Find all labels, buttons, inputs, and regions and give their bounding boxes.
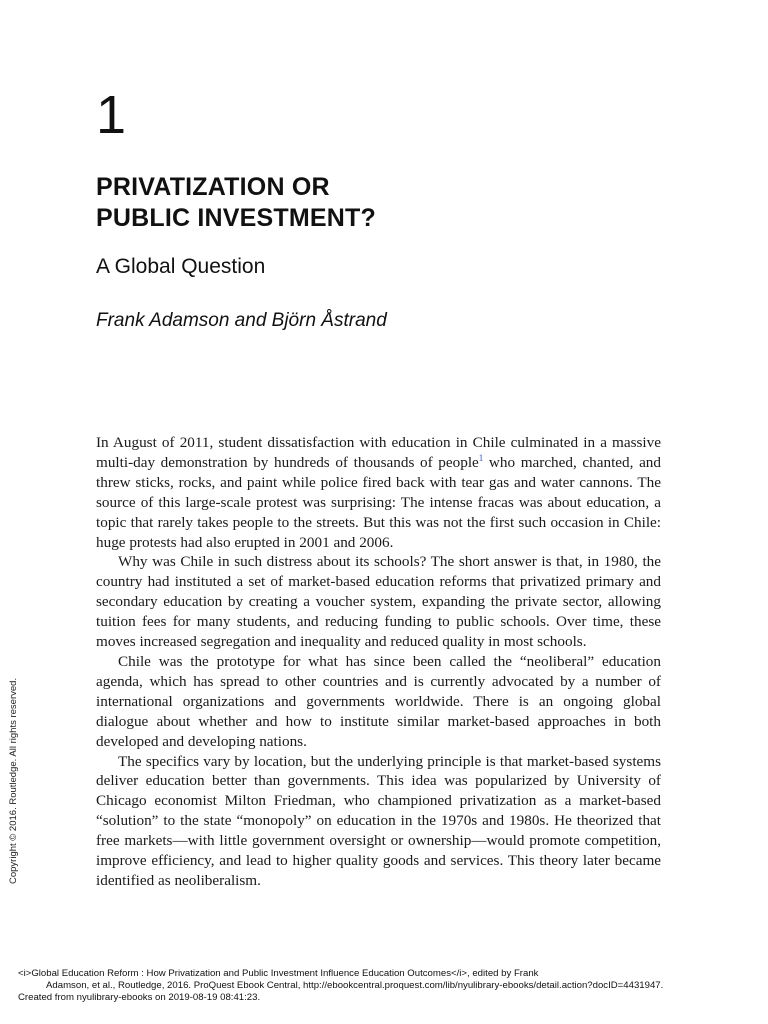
paragraph-1 — [96, 433, 661, 552]
chapter-number: 1 — [96, 85, 127, 145]
paragraph-4: The specifics vary by location, but the underlying principle is that market-based systems deliver education better than governments. This idea was popularized by University of Chicago economist Milton Friedman, who championed privatization as a market-based “solution” to the state “monopoly” on education in the 1970s and 1980s. He theorized that free markets—with little government oversight or ownership—would promote competition, improve efficiency, and lead to higher quality goods and services. This theory later became identified as neoliberalism. — [96, 752, 661, 889]
footnote-reference-1[interactable]: 1 — [478, 452, 484, 463]
citation-footer — [18, 968, 758, 1004]
paragraph-1-text-start: In August of 2011, student dissatisfaction with education in Chile culminated in a massive multi-day demonstration by hundreds of thousands of people — [96, 434, 661, 471]
citation-line-3: Created from nyulibrary-ebooks on 2019-08-19 08:41:23. — [18, 992, 261, 1003]
paragraph-1-text-end: who marched, chanted, and threw sticks, rocks, and paint while police fired back with tear gas and water cannons. The source of this large-scale protest was surprising: The intense fracas was about education, a topic that rarely takes people to the streets. But this was not the first such occasion in Chile: huge protests had also erupted in 2001 and 2006. — [96, 453, 661, 551]
chapter-authors: Frank Adamson and Björn Åstrand — [96, 310, 387, 331]
chapter-title-line-1: PRIVATIZATION OR — [96, 173, 330, 201]
citation-line-2: Adamson, et al., Routledge, 2016. ProQuest Ebook Central, http://ebookcentral.proquest.com/lib/nyulibrary-ebooks/detail.action?docID=4431947. — [46, 980, 664, 991]
chapter-title — [96, 172, 376, 234]
paragraph-2: Why was Chile in such distress about its schools? The short answer is that, in 1980, the country had instituted a set of market-based education reforms that privatized primary and secondary education by creating a voucher system, expanding the private sector, allowing tuition fees for many students, and reducing funding to public schools. Over time, these moves increased segregation and inequality and reduced quality in most schools. — [96, 553, 661, 651]
chapter-title-line-2: PUBLIC INVESTMENT? — [96, 204, 376, 232]
side-copyright-notice: Copyright © 2016. Routledge. All rights reserved. — [8, 677, 19, 884]
paragraph-3: Chile was the prototype for what has since been called the “neoliberal” education agenda, which has spread to other countries and is currently advocated by a number of international organizations and governments worldwide. There is an ongoing global dialogue about whether and how to institute similar market-based approaches in both developed and developing nations. — [96, 652, 661, 750]
citation-line-1: <i>Global Education Reform : How Privatization and Public Investment Influence Education Outcomes</i>, edited by Frank — [18, 968, 539, 979]
body-text — [96, 433, 661, 891]
chapter-subtitle: A Global Question — [96, 255, 266, 278]
